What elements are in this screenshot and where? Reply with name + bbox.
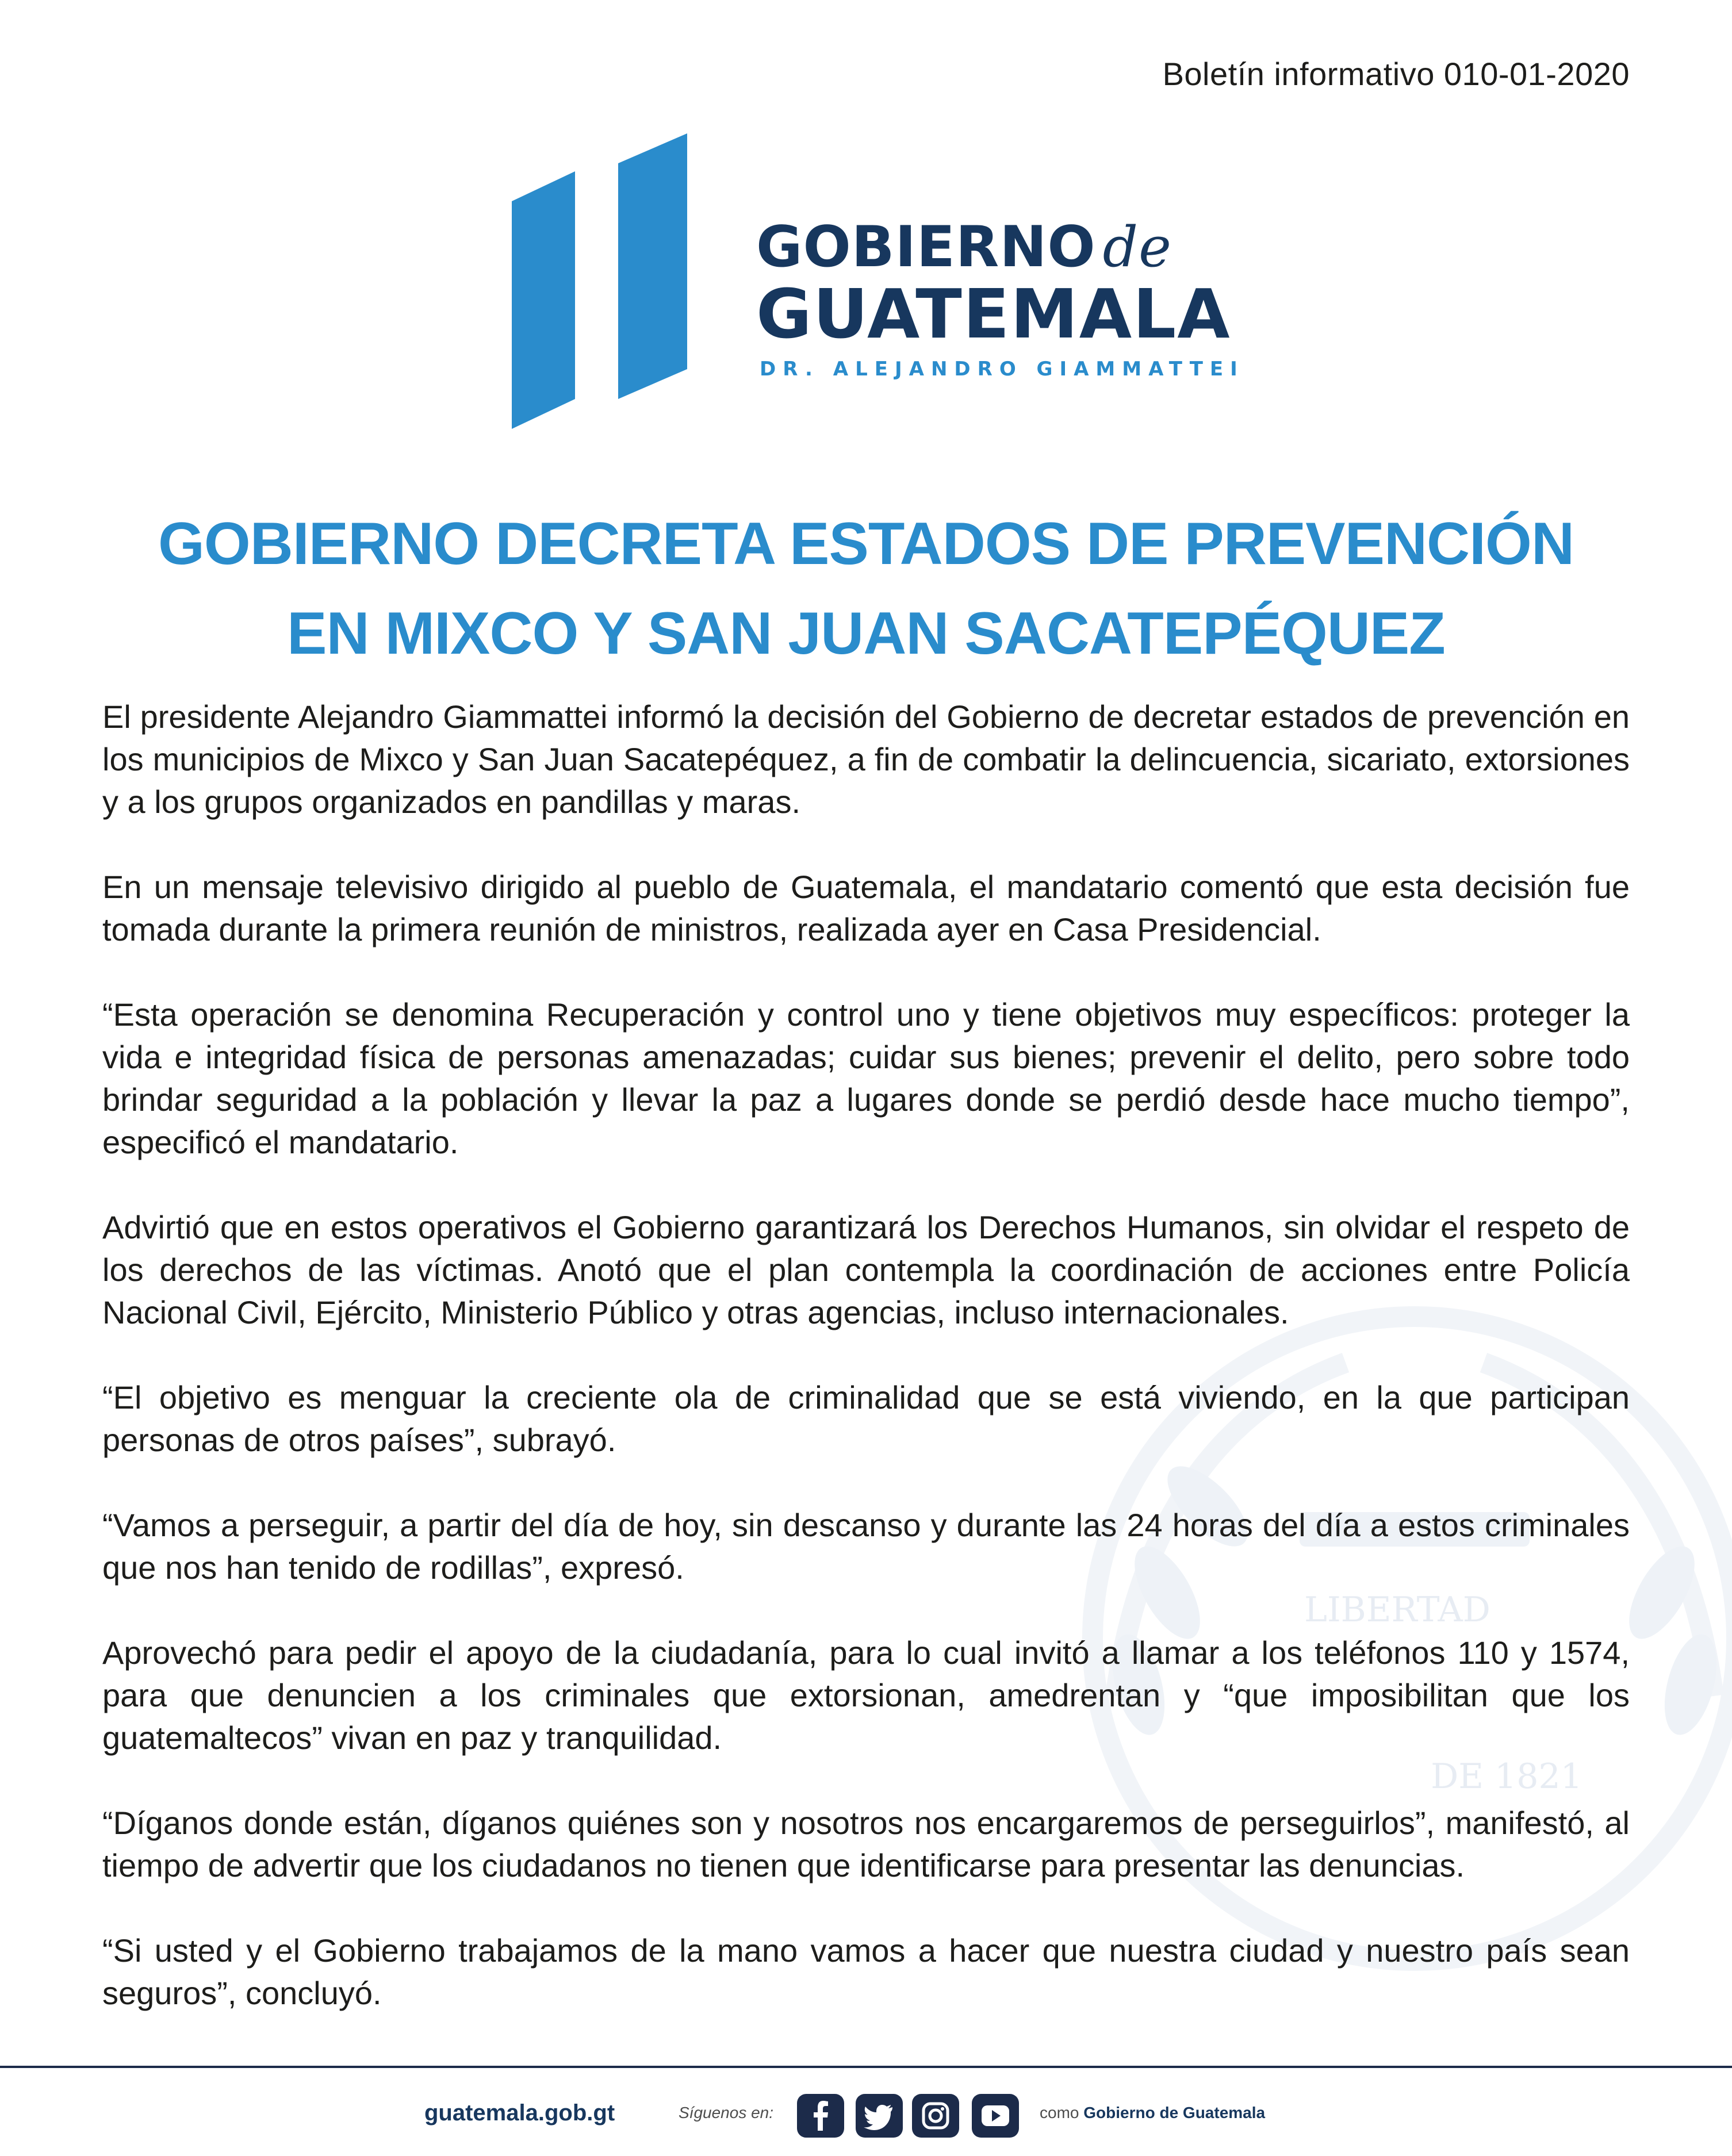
website-link[interactable]: guatemala.gob.gt [424,2100,615,2126]
paragraph: “Esta operación se denomina Recuperación y control uno y tiene objetivos muy específicos: proteger la vida e integridad física de personas amenazadas; cuidar sus bienes; prevenir el delito, pero sobre todo brindar seguridad a la población y llevar la paz a lugares donde se perdió desde hace mucho tiempo”, especificó el mandatario. [102,996,1630,1160]
article-body [102,696,1630,2057]
paragraph: “Vamos a perseguir, a partir del día de hoy, sin descanso y durante las 24 horas del día a estos criminales que nos han tenido de rodillas”, expresó. [102,1507,1630,1586]
paragraph: En un mensaje televisivo dirigido al pueblo de Guatemala, el mandatario comentó que esta decisión fue tomada durante la primera reunión de ministros, realizada ayer en Casa Presidencial. [102,869,1630,947]
paragraph: “Díganos donde están, díganos quiénes son y nosotros nos encargaremos de perseguirlos”, manifestó, al tiempo de advertir que los ciudadanos no tienen que identificarse para presentar las denuncias. [102,1805,1630,1883]
twitter-icon[interactable] [856,2094,903,2138]
logo-subtitle: DR. ALEJANDRO GIAMMATTEI [760,358,1244,381]
logo-gobierno: GOBIERNO de [756,214,1172,280]
page-title [104,499,1628,678]
logo-de: de [1102,215,1172,279]
watermark-year: DE 1821 [1431,1756,1582,1797]
paragraph: “El objetivo es menguar la creciente ola de criminalidad que se está viviendo, en la que participan personas de otros países”, subrayó. [102,1379,1630,1458]
logo-bars-icon [512,133,696,438]
logo-guatemala: GUATEMALA [756,274,1231,354]
como-prefix: como [1040,2104,1079,2122]
footer [0,2068,1732,2156]
title-line-1: GOBIERNO DECRETA ESTADOS DE PREVENCIÓN [158,511,1574,577]
title-line-2: EN MIXCO Y SAN JUAN SACATEPÉQUEZ [287,600,1445,667]
org-name: Gobierno de Guatemala [1083,2104,1266,2122]
government-logo [512,133,1244,438]
como-label [1040,2104,1265,2122]
paragraph: El presidente Alejandro Giammattei informó la decisión del Gobierno de decretar estados de prevención en los municipios de Mixco y San Juan Sacatepéquez, a fin de combatir la delincuencia, sicariato, extorsiones y a los grupos organizados en pandillas y maras. [102,699,1630,820]
facebook-icon[interactable] [797,2094,844,2138]
follow-label: Síguenos en: [679,2104,774,2122]
paragraph: Aprovechó para pedir el apoyo de la ciudadanía, para lo cual invitó a llamar a los teléfonos 110 y 1574, para que denuncien a los criminales que extorsionan, amedrentan y “que imposibilitan que los guatemaltecos” vivan en paz y tranquilidad. [102,1635,1630,1756]
watermark-libertad: LIBERTAD [1304,1590,1490,1630]
youtube-icon[interactable] [972,2094,1019,2138]
instagram-icon[interactable] [912,2094,959,2138]
paragraph: “Si usted y el Gobierno trabajamos de la mano vamos a hacer que nuestra ciudad y nuestro país sean seguros”, concluyó. [102,1932,1630,2011]
paragraph: Advirtió que en estos operativos el Gobierno garantizará los Derechos Humanos, sin olvidar el respeto de los derechos de las víctimas. Anotó que el plan contempla la coordinación de acciones entre Policía Nacional Civil, Ejército, Ministerio Público y otras agencias, incluso internacionales. [102,1209,1630,1330]
bulletin-number: Boletín informativo 010-01-2020 [1162,56,1630,92]
